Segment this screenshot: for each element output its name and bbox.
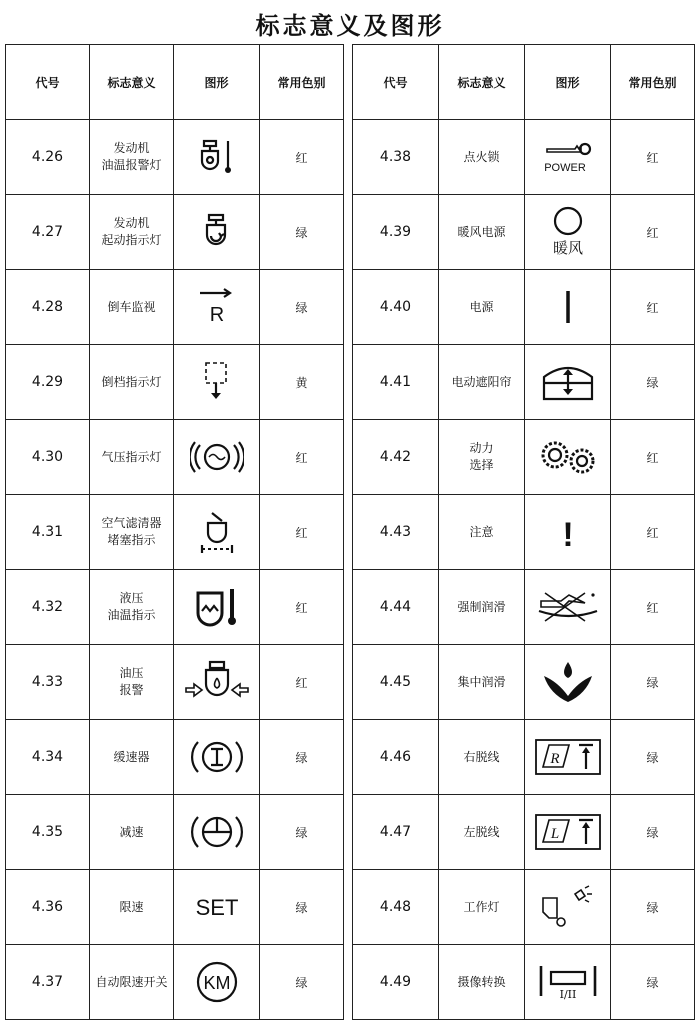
symbol-code: 4.27 — [6, 195, 90, 270]
symbol-code: 4.33 — [6, 645, 90, 720]
ignition-key-icon — [525, 137, 610, 177]
symbol-code: 4.44 — [353, 570, 439, 645]
symbol-code: 4.42 — [353, 420, 439, 495]
table-row — [6, 270, 344, 345]
symbol-meaning: 暖风电源 — [439, 195, 525, 270]
symbol-meaning: 缓速器 — [90, 720, 174, 795]
table-row — [6, 945, 344, 1020]
symbol-code: 4.40 — [353, 270, 439, 345]
symbol-figure — [525, 345, 611, 420]
symbol-meaning: 集中润滑 — [439, 645, 525, 720]
symbol-figure — [174, 870, 260, 945]
air-filter-icon — [174, 509, 259, 555]
symbol-code: 4.46 — [353, 720, 439, 795]
symbol-code: 4.47 — [353, 795, 439, 870]
symbol-code: 4.35 — [6, 795, 90, 870]
symbol-color: 绿 — [611, 345, 695, 420]
reverse-gear-icon — [174, 359, 259, 405]
table-row — [353, 195, 695, 270]
symbol-figure — [174, 795, 260, 870]
icon-text: L — [550, 826, 559, 842]
symbol-figure — [174, 495, 260, 570]
symbol-color: 绿 — [611, 945, 695, 1020]
hydraulic-oil-temperature-icon — [174, 585, 259, 629]
table-row — [353, 120, 695, 195]
symbol-color: 黄 — [260, 345, 344, 420]
header-meaning: 标志意义 — [439, 45, 525, 120]
table-row — [6, 420, 344, 495]
symbol-meaning: 发动机 起动指示灯 — [90, 195, 174, 270]
table-row — [353, 945, 695, 1020]
symbol-color: 绿 — [260, 795, 344, 870]
symbol-meaning: 空气滤清器 堵塞指示 — [90, 495, 174, 570]
icon-text: R — [209, 304, 224, 326]
symbol-code: 4.36 — [6, 870, 90, 945]
table-row — [353, 795, 695, 870]
deceleration-icon — [174, 812, 259, 852]
symbol-code: 4.37 — [6, 945, 90, 1020]
symbol-code: 4.39 — [353, 195, 439, 270]
symbol-color: 红 — [611, 495, 695, 570]
symbol-code: 4.48 — [353, 870, 439, 945]
symbol-color: 红 — [260, 420, 344, 495]
table-row — [353, 720, 695, 795]
table-row — [353, 270, 695, 345]
symbol-figure — [525, 420, 611, 495]
symbol-color: 绿 — [260, 270, 344, 345]
symbol-figure — [525, 720, 611, 795]
page-title: 标志意义及图形 — [255, 12, 445, 40]
symbol-color: 绿 — [611, 645, 695, 720]
symbol-code: 4.34 — [6, 720, 90, 795]
table-header-row — [353, 45, 695, 120]
symbol-color: 绿 — [260, 195, 344, 270]
table-row — [353, 420, 695, 495]
symbol-color: 绿 — [611, 795, 695, 870]
symbol-meaning: 倒档指示灯 — [90, 345, 174, 420]
symbol-code: 4.26 — [6, 120, 90, 195]
table-row — [6, 345, 344, 420]
symbol-meaning: 倒车监视 — [90, 270, 174, 345]
symbol-figure — [525, 270, 611, 345]
header-figure: 图形 — [174, 45, 260, 120]
attention-icon — [525, 510, 610, 554]
table-header-row — [6, 45, 344, 120]
symbol-meaning: 强制润滑 — [439, 570, 525, 645]
symbol-figure — [174, 645, 260, 720]
oil-pressure-icon — [174, 660, 259, 704]
table-row — [6, 495, 344, 570]
symbol-meaning: 电动遮阳帘 — [439, 345, 525, 420]
retarder-icon — [174, 737, 259, 777]
symbol-meaning: 左脱线 — [439, 795, 525, 870]
symbol-figure — [174, 720, 260, 795]
symbol-color: 红 — [611, 420, 695, 495]
header-meaning: 标志意义 — [90, 45, 174, 120]
table-row — [353, 345, 695, 420]
symbol-code: 4.41 — [353, 345, 439, 420]
symbol-code: 4.49 — [353, 945, 439, 1020]
symbol-color: 红 — [611, 270, 695, 345]
right-symbol-table — [352, 44, 695, 1020]
table-row — [6, 870, 344, 945]
icon-text: 暖风 — [552, 239, 583, 257]
central-lubrication-icon — [525, 658, 610, 706]
header-color: 常用色别 — [611, 45, 695, 120]
symbol-meaning: 工作灯 — [439, 870, 525, 945]
right-derail-icon — [525, 737, 610, 777]
symbol-meaning: 自动限速开关 — [90, 945, 174, 1020]
icon-text: KM — [203, 973, 230, 993]
symbol-figure — [525, 945, 611, 1020]
table-row — [6, 120, 344, 195]
symbol-color: 红 — [260, 120, 344, 195]
symbol-color: 红 — [611, 120, 695, 195]
symbol-color: 红 — [611, 195, 695, 270]
symbol-code: 4.32 — [6, 570, 90, 645]
symbol-color: 绿 — [611, 720, 695, 795]
table-row — [6, 720, 344, 795]
symbol-color: 红 — [260, 645, 344, 720]
symbol-figure — [525, 795, 611, 870]
auto-speed-limit-icon — [174, 960, 259, 1004]
symbol-color: 红 — [611, 570, 695, 645]
symbol-color: 绿 — [611, 870, 695, 945]
sunshade-icon — [525, 361, 610, 403]
table-row — [6, 570, 344, 645]
symbol-meaning: 液压 油温指示 — [90, 570, 174, 645]
forced-lubrication-icon — [525, 587, 610, 627]
power-select-gears-icon — [525, 435, 610, 479]
camera-switch-icon — [525, 960, 610, 1004]
symbol-color: 红 — [260, 495, 344, 570]
symbol-figure — [174, 270, 260, 345]
symbol-meaning: 电源 — [439, 270, 525, 345]
heater-power-icon — [525, 205, 610, 259]
table-row — [353, 870, 695, 945]
icon-text: R — [549, 751, 560, 767]
table-row — [6, 795, 344, 870]
symbol-figure — [525, 570, 611, 645]
symbol-figure — [525, 870, 611, 945]
left-symbol-table — [5, 44, 344, 1020]
symbol-figure — [174, 120, 260, 195]
reverse-monitor-icon — [174, 287, 259, 327]
icon-text: SET — [195, 895, 238, 920]
header-figure: 图形 — [525, 45, 611, 120]
work-light-icon — [525, 884, 610, 930]
symbol-code: 4.43 — [353, 495, 439, 570]
symbol-meaning: 右脱线 — [439, 720, 525, 795]
symbol-color: 绿 — [260, 870, 344, 945]
symbol-code: 4.28 — [6, 270, 90, 345]
symbol-figure — [525, 645, 611, 720]
table-row — [6, 195, 344, 270]
symbol-meaning: 限速 — [90, 870, 174, 945]
left-derail-icon — [525, 812, 610, 852]
power-icon — [525, 287, 610, 327]
symbol-meaning: 摄像转换 — [439, 945, 525, 1020]
symbol-code: 4.30 — [6, 420, 90, 495]
symbol-figure — [174, 945, 260, 1020]
table-row — [353, 495, 695, 570]
engine-start-icon — [174, 212, 259, 252]
icon-text: POWER — [543, 162, 586, 174]
symbol-meaning: 油压 报警 — [90, 645, 174, 720]
symbol-meaning: 发动机 油温报警灯 — [90, 120, 174, 195]
symbol-meaning: 注意 — [439, 495, 525, 570]
symbol-color: 绿 — [260, 720, 344, 795]
header-code: 代号 — [353, 45, 439, 120]
symbol-meaning: 点火锁 — [439, 120, 525, 195]
engine-oil-temperature-icon — [174, 137, 259, 177]
symbol-meaning: 气压指示灯 — [90, 420, 174, 495]
symbol-code: 4.31 — [6, 495, 90, 570]
symbol-figure — [174, 345, 260, 420]
icon-text: I/II — [559, 988, 576, 1001]
symbol-code: 4.45 — [353, 645, 439, 720]
table-row — [6, 645, 344, 720]
speed-limit-icon — [174, 891, 259, 923]
symbol-code: 4.38 — [353, 120, 439, 195]
header-color: 常用色别 — [260, 45, 344, 120]
symbol-color: 红 — [260, 570, 344, 645]
air-pressure-icon — [174, 437, 259, 477]
header-code: 代号 — [6, 45, 90, 120]
symbol-figure — [525, 195, 611, 270]
symbol-code: 4.29 — [6, 345, 90, 420]
symbol-figure — [174, 195, 260, 270]
symbol-figure — [525, 120, 611, 195]
symbol-figure — [174, 570, 260, 645]
symbol-figure — [525, 495, 611, 570]
symbol-meaning: 减速 — [90, 795, 174, 870]
symbol-color: 绿 — [260, 945, 344, 1020]
table-row — [353, 645, 695, 720]
symbol-figure — [174, 420, 260, 495]
icon-text: ! — [561, 516, 574, 554]
table-row — [353, 570, 695, 645]
symbol-meaning: 动力 选择 — [439, 420, 525, 495]
